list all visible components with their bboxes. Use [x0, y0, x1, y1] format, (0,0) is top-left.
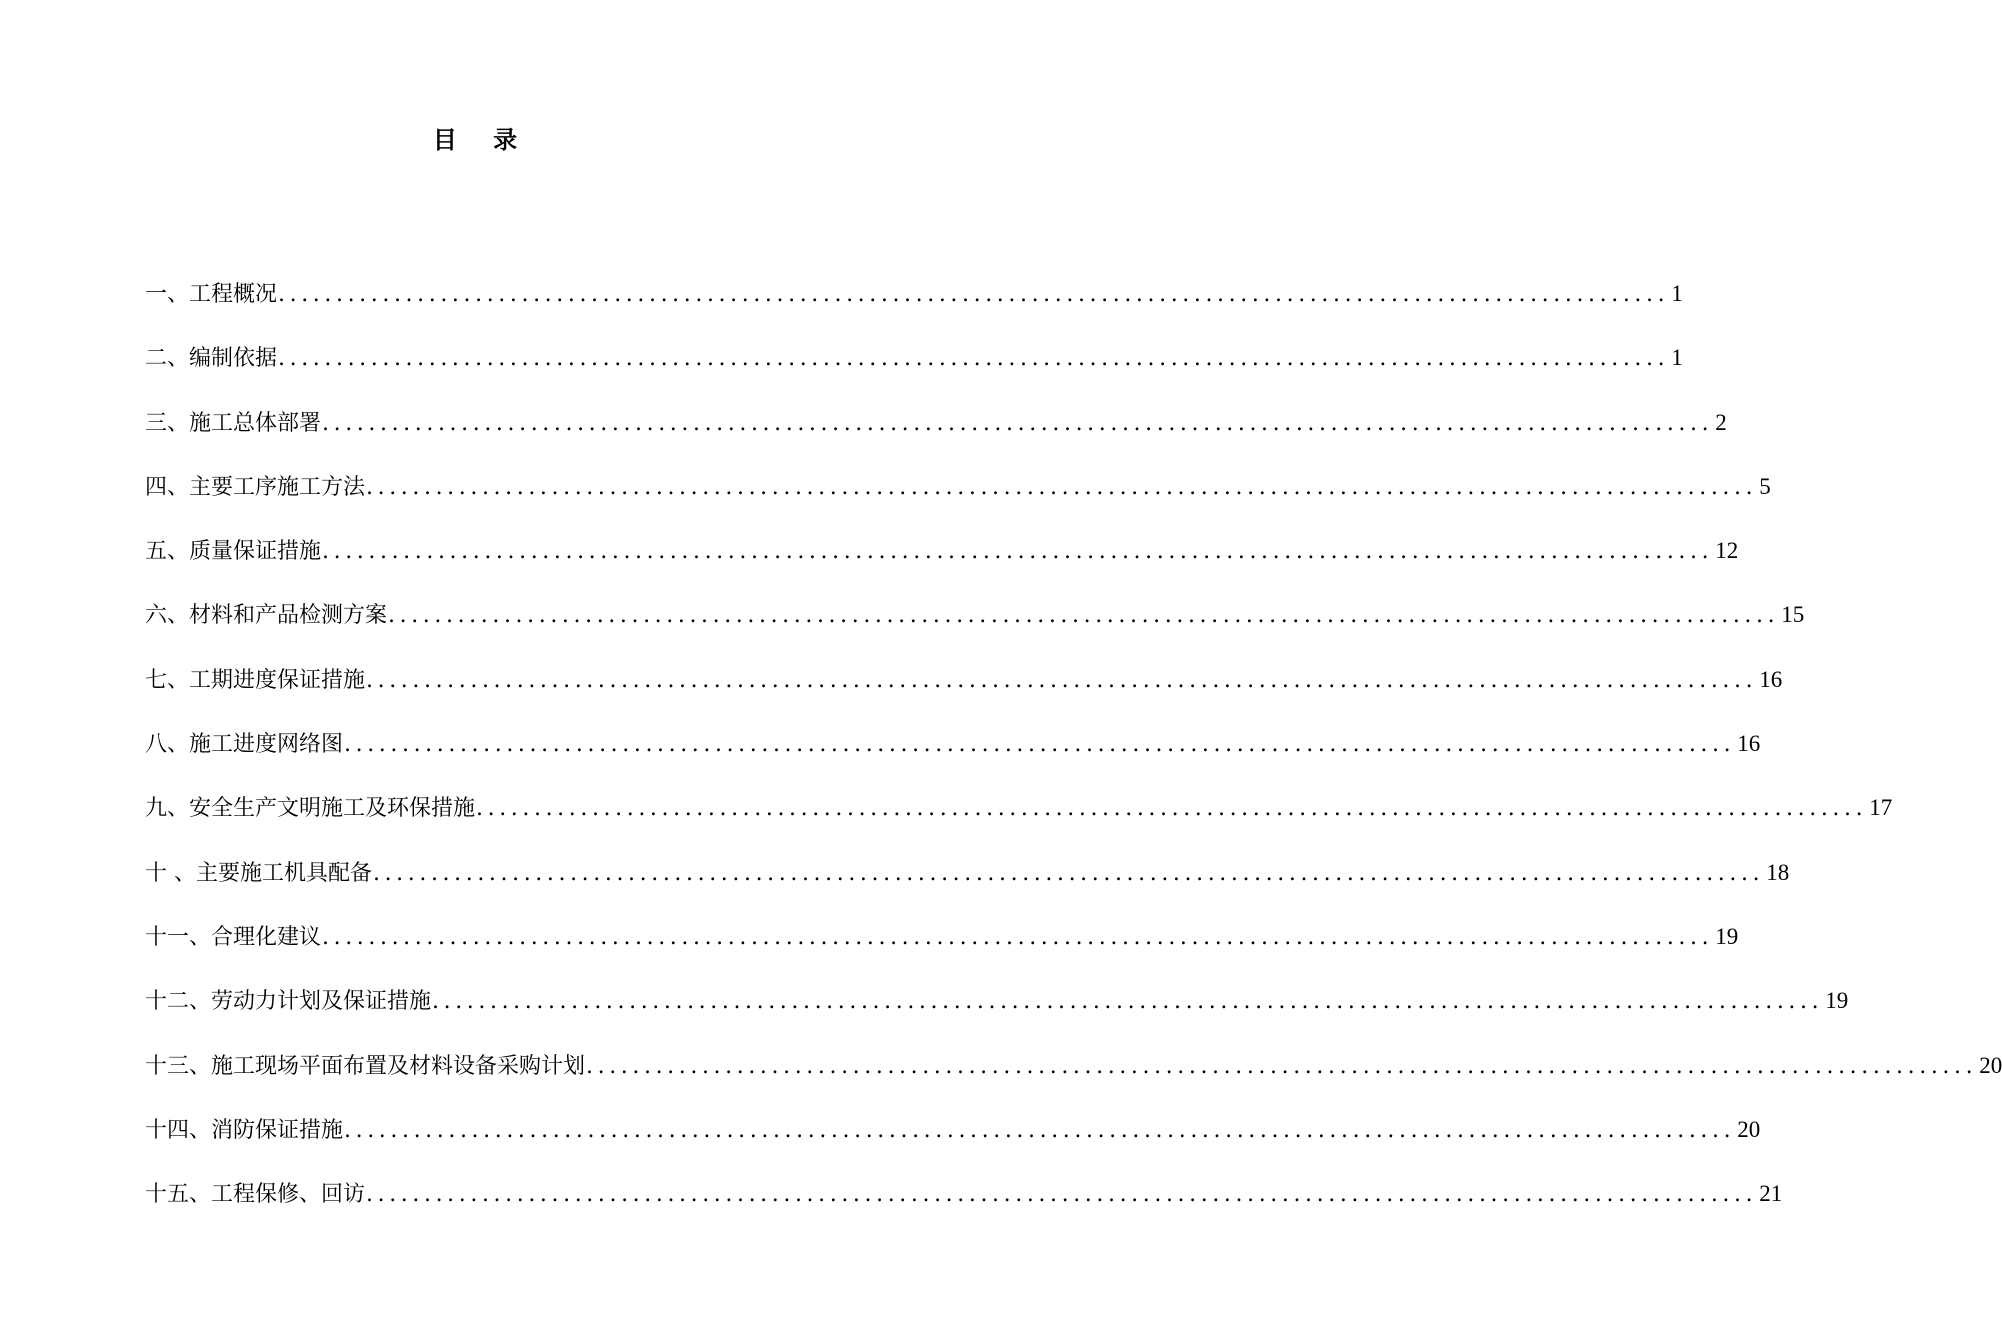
toc-entry[interactable]: [145, 533, 1739, 597]
toc-page-number: 2: [1715, 409, 1727, 435]
toc-entry[interactable]: [145, 790, 1893, 854]
toc-entry-label: 十三、施工现场平面布置及材料设备采购计划: [145, 1053, 586, 1079]
dot-leader: ........................................................................................................................: [366, 1182, 1758, 1208]
toc-page-number: 12: [1715, 538, 1739, 564]
toc-entry-label: 六、材料和产品检测方案: [145, 603, 388, 629]
dot-leader: ........................................................................................................................: [344, 1117, 1736, 1143]
toc-entry-label: 四、主要工序施工方法: [145, 474, 366, 500]
dot-leader: ........................................................................................................................: [278, 282, 1670, 307]
toc-page-number: 20: [1737, 1116, 1761, 1142]
toc-entry[interactable]: [145, 1112, 1761, 1176]
toc-page-number: 16: [1737, 731, 1761, 757]
dot-leader: ........................................................................................................................: [476, 796, 1868, 822]
toc-entry[interactable]: [145, 1048, 2002, 1112]
toc-entry[interactable]: [145, 469, 1771, 533]
toc-entry-label: 八、施工进度网络图: [145, 732, 344, 758]
toc-entry[interactable]: [145, 855, 1790, 919]
dot-leader: ........................................................................................................................: [322, 539, 1714, 565]
toc-entry-label: 一、工程概况: [145, 282, 278, 307]
dot-leader: ........................................................................................................................: [322, 924, 1714, 950]
toc-entry-label: 十五、工程保修、回访: [145, 1182, 366, 1208]
toc-page-number: 20: [1979, 1052, 2002, 1078]
dot-leader: ........................................................................................................................: [373, 860, 1765, 886]
toc-page-number: 19: [1715, 923, 1739, 949]
toc-page-number: 21: [1759, 1181, 1783, 1207]
toc-entry-label: 五、质量保证措施: [145, 539, 322, 565]
toc-page-number: 18: [1766, 859, 1790, 885]
toc-entry-label: 二、编制依据: [145, 346, 278, 372]
dot-leader: ........................................................................................................................: [388, 603, 1780, 629]
toc-entry-label: 九、安全生产文明施工及环保措施: [145, 796, 476, 822]
toc-entry-label: 十四、消防保证措施: [145, 1117, 344, 1143]
dot-leader: ........................................................................................................................: [366, 474, 1758, 500]
dot-leader: ........................................................................................................................: [322, 410, 1714, 436]
toc-page-number: 17: [1869, 795, 1893, 821]
toc-entry-label: 十 、主要施工机具配备: [145, 860, 372, 886]
table-of-contents: [145, 276, 2002, 1240]
toc-page-number: 15: [1781, 602, 1805, 628]
dot-leader: ........................................................................................................................: [278, 346, 1670, 372]
toc-entry-label: 七、工期进度保证措施: [145, 667, 366, 693]
toc-entry[interactable]: [145, 1176, 1783, 1240]
toc-entry[interactable]: [145, 662, 1783, 726]
toc-entry[interactable]: [145, 919, 1739, 983]
page-title: 目 录: [432, 125, 532, 154]
toc-page-number: 16: [1759, 666, 1783, 692]
toc-page-number: 1: [1671, 281, 1683, 306]
dot-leader: ........................................................................................................................: [432, 989, 1824, 1015]
toc-entry-label: 十一、合理化建议: [145, 924, 322, 950]
dot-leader: ........................................................................................................................: [344, 732, 1736, 758]
dot-leader: ........................................................................................................................: [366, 667, 1758, 693]
toc-entry[interactable]: [145, 405, 1727, 469]
dot-leader: ........................................................................................................................: [586, 1053, 1978, 1079]
toc-entry-label: 十二、劳动力计划及保证措施: [145, 989, 432, 1015]
toc-entry[interactable]: [145, 983, 1849, 1047]
toc-page-number: 1: [1671, 345, 1683, 371]
toc-entry[interactable]: [145, 726, 1761, 790]
toc-entry-label: 三、施工总体部署: [145, 410, 322, 436]
toc-entry[interactable]: [145, 340, 1683, 404]
toc-page-number: 5: [1759, 473, 1771, 499]
toc-entry[interactable]: [145, 276, 1683, 340]
toc-entry[interactable]: [145, 597, 1805, 661]
toc-page-number: 19: [1825, 988, 1849, 1014]
